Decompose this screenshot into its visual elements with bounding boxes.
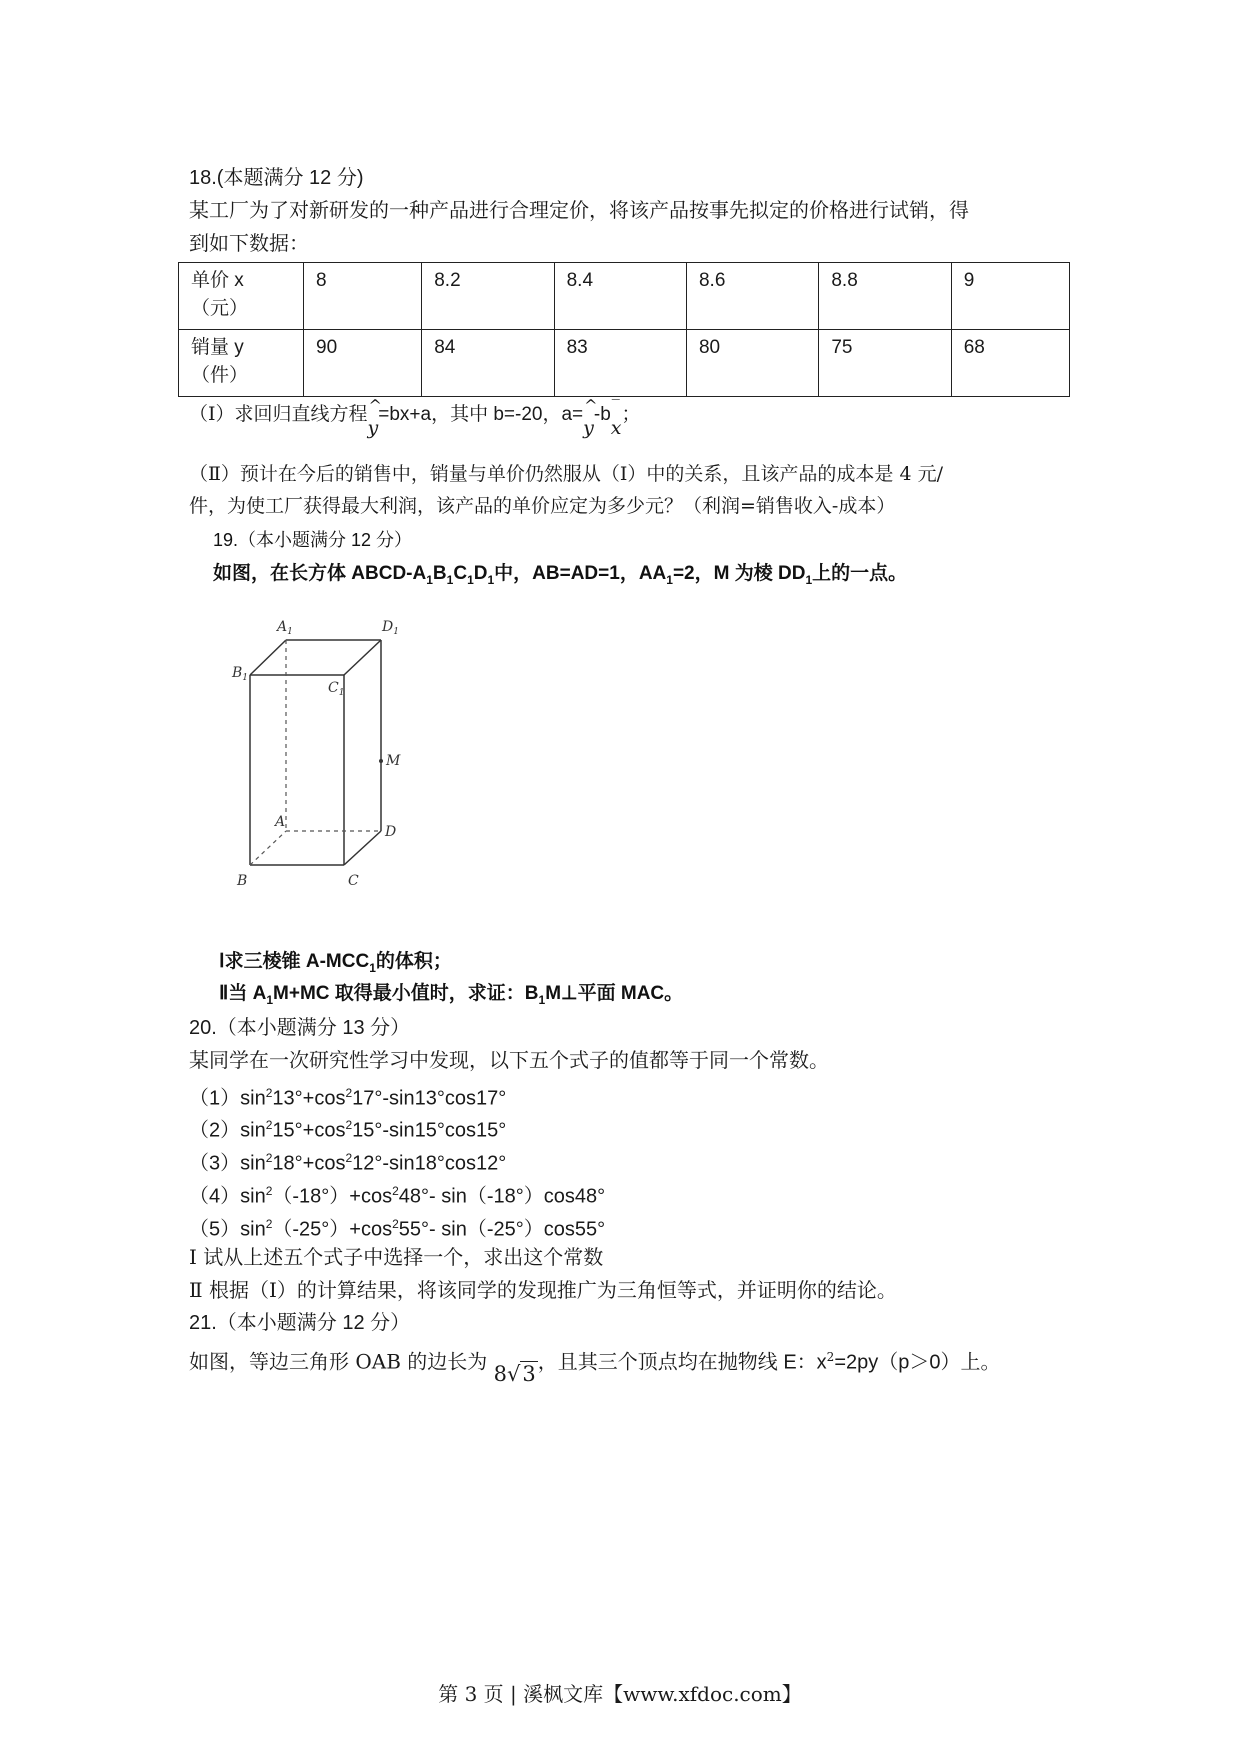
header-label: 单价 x [191,270,244,291]
q18-part1 [189,396,641,439]
table-cell: 8.2 [422,263,554,330]
table-cell: 8 [304,263,422,330]
y-hat-symbol: ^ y [583,396,598,439]
table-cell: 8.8 [819,263,951,330]
table-cell: 68 [951,330,1069,397]
q18-part1-formula-b: -b [593,404,611,425]
q20-item-4: $(4)\sin^2(-18^\circ)+\cos^248^\circ-$ sin（-18°）cos48° [189,1184,606,1208]
table-cell: 8.6 [686,263,818,330]
table-cell: 80 [686,330,818,397]
table-row [179,263,1070,330]
q21-intro: 如图，等边三角形 OAB 的边长为 8√3 ，且其三个顶点均在抛物线 E：$x^2=2py(p>0)$上。 [189,1349,1001,1386]
q20-part1: Ⅰ 试从上述五个式子中选择一个，求出这个常数 [189,1245,604,1269]
table-cell: 84 [422,330,554,397]
header-unit: （件） [191,365,249,386]
q20-item-3: $(3)\sin^218^\circ+\cos^212^\circ-\sin 18^\circ\cos 12^\circ$ [189,1151,507,1175]
q21-title: 21.（本小题满分 12 分） [189,1312,411,1334]
q18-data-table [178,262,1070,397]
q18-part1-text: （Ⅰ）求回归直线方程 [189,403,368,425]
q20-item-2: $(2)\sin^215^\circ+\cos^215^\circ-\sin 15^\circ\cos 15^\circ$ [189,1118,507,1142]
y-hat-symbol: ^ y [367,396,382,439]
label-c: C [348,873,359,889]
q19-part1: Ⅰ求三棱锥 $A-MCC_1$的体积； [219,951,452,975]
table-row [179,330,1070,397]
label-m: M [386,753,401,769]
label-c1: $C_1$ [328,680,345,698]
q20-part2: Ⅱ 根据（Ⅰ）的计算结果，将该同学的发现推广为三角恒等式，并证明你的结论。 [189,1278,897,1302]
q20-item-5: $(5)\sin^2(-25^\circ)+\cos^255^\circ-$ sin（-25°）cos55° [189,1217,606,1241]
x-bar-symbol: ‾ x [610,396,622,439]
sqrt-expression: 8√3 [493,1361,536,1386]
q19-intro: 如图，在长方体 ABCD-$A_1B_1C_1D_1$中，AB=AD=1，$AA_1=2$，M 为棱 $DD_1$上的一点。 [213,563,908,587]
table-cell: 9 [951,263,1069,330]
q20-intro: 某同学在一次研究性学习中发现，以下五个式子的值都等于同一个常数。 [189,1048,829,1072]
q18-intro-line1: 某工厂为了对新研发的一种产品进行合理定价，将该产品按事先拟定的价格进行试销，得 [189,198,969,222]
header-unit: （元） [191,298,249,319]
label-d: D [385,824,397,840]
header-label: 销量 y [191,337,244,358]
q20-item-1: $(1)\sin^213^\circ+\cos^217^\circ-\sin 13^\circ\cos 17^\circ$ [189,1086,507,1110]
label-b1: $B_1$ [232,665,249,683]
q19-title: 19.（本小题满分 12 分） [213,530,413,550]
table-header-cell [179,330,304,397]
q18-part2-line1: （Ⅱ）预计在今后的销售中，销量与单价仍然服从（Ⅰ）中的关系，且该产品的成本是 4 元/ [189,463,943,485]
table-cell: 83 [554,330,686,397]
label-a1: $A_1$ [277,619,293,637]
label-a: A [275,814,286,830]
q18-part1-end: ； [621,403,641,425]
q18-intro-line2: 到如下数据： [189,231,309,255]
table-header-cell [179,263,304,330]
cuboid-figure [220,615,420,895]
q18-part1-formula: =bx+a，其中 b=-20，a= [378,404,584,425]
q18-title: 18.(本题满分 12 分) [189,167,364,189]
label-b: B [237,873,248,889]
q19-part2: Ⅱ当 $A_1M+MC$ 取得最小值时，求证：$B_1M\perp$平面 MAC。 [219,983,684,1007]
table-cell: 75 [819,330,951,397]
label-d1: $D_1$ [382,619,399,637]
q18-part2-line2: 件，为使工厂获得最大利润，该产品的单价应定为多少元？（利润=销售收入-成本） [189,495,896,517]
table-cell: 8.4 [554,263,686,330]
page-footer: 第 3 页 | 溪枫文库【www.xfdoc.com】 [438,1682,802,1706]
q20-title: 20.（本小题满分 13 分） [189,1017,411,1039]
table-cell: 90 [304,330,422,397]
